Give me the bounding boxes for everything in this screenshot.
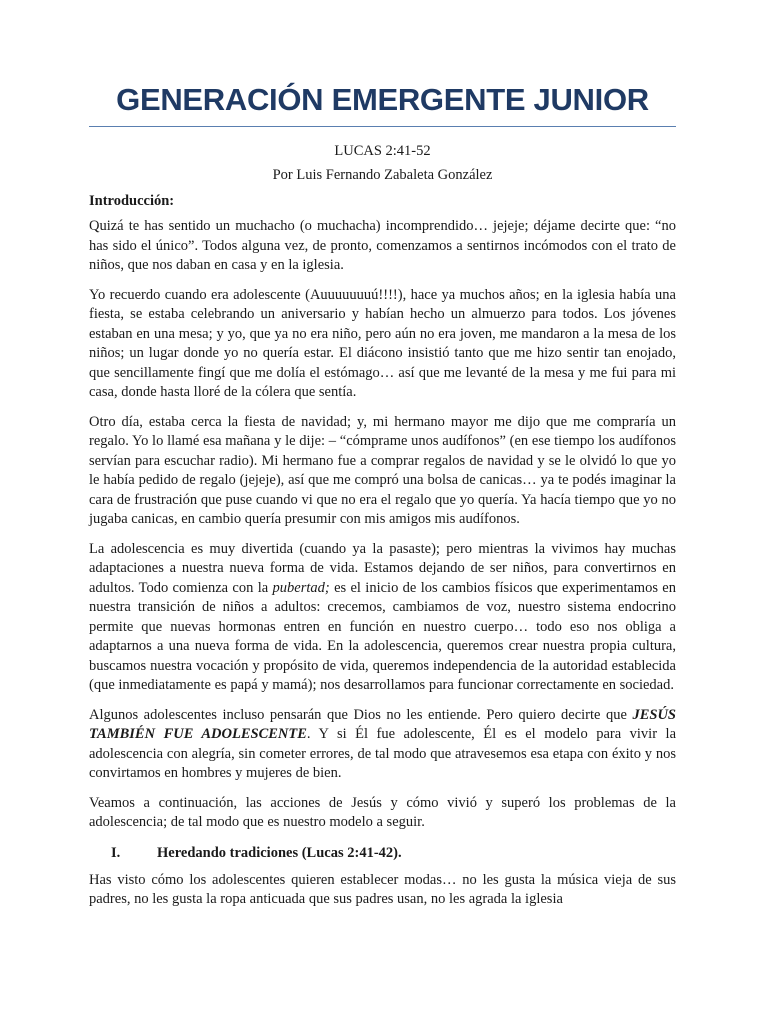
paragraph-7: Has visto cómo los adolescentes quieren establecer modas… no les gusta la música vieja de sus padres, no les gusta la ropa anticuada que sus padres usan, no les agrada la iglesia — [89, 871, 676, 907]
bible-reference: LUCAS 2:41-52 — [334, 143, 431, 159]
section-1-heading — [89, 843, 676, 863]
paragraph-4-text-a: La adolescencia es muy divertida (cuando ya la pasaste); pero mientras la vivimos hay muchas adaptaciones a nuestra nueva forma de vida. Estamos dejando de ser niños, para convertirnos en adultos. Todo comienza con la — [89, 540, 676, 596]
paragraph-1: Quizá te has sentido un muchacho (o muchacha) incomprendido… jejeje; déjame decirte que: “no has sido el único”. Todos alguna vez, de pronto, comenzamos a sentirnos incómodos con el trato de niños, que nos daban en casa y en la iglesia. — [89, 218, 676, 273]
paragraph-5-emphasis: JESÚS TAMBIÉN FUE ADOLESCENTE — [89, 706, 676, 742]
paragraph-5-text-b: . Y si Él fue adolescente, Él es el modelo para vivir la adolescencia con alegría, sin cometer errores, de tal modo que atravesemos esa etapa con éxito y nos convirtamos en hombres y mujeres de bien. — [89, 726, 677, 781]
author-line: Por Luis Fernando Zabaleta González — [272, 167, 493, 183]
paragraph-4-text-b: es el inicio de los cambios físicos que experimentamos en nuestra transición de niños a adultos: crecemos, cambiamos de voz, nuestro sistema endocrino permite que nuevas hormonas entren en función en nuestro cuerpo… todo eso nos obliga a adaptarnos a una nueva forma de vida. En la adolescencia, queremos crear nuestra propia cultura, buscamos nuestra vocación y propósito de vida, queremos independencia de la autoridad establecida (que inmediatamente es papá y mamá); nos desarrollamos para funcionar correctamente en sociedad. — [89, 579, 676, 693]
paragraph-5 — [89, 706, 676, 784]
intro-heading: Introducción: — [89, 193, 175, 209]
document-title: GENERACIÓN EMERGENTE JUNIOR — [116, 82, 649, 117]
title-divider — [89, 126, 676, 127]
section-1-number: I. — [111, 844, 121, 861]
section-1-title: Heredando tradiciones (Lucas 2:41-42). — [157, 844, 402, 861]
paragraph-3: Otro día, estaba cerca la fiesta de navidad; y, mi hermano mayor me dijo que me compraría un regalo. Yo lo llamé esa mañana y le dije: – “cómprame unos audífonos” (en ese tiempo los audífonos servían para escuchar radio). Mi hermano fue a comprar regalos de navidad y se le olvidó lo que yo le había pedido de regalo (jejeje), así que me compró una bolsa de canicas… ya te podés imaginar la cara de frustración que puse cuando vi que no era el regalo que yo quería. Ya hacía tiempo que yo no jugaba canicas, en cambio quería presumir con mis amigos mis audífonos. — [89, 413, 676, 527]
paragraph-5-text-a: Algunos adolescentes incluso pensarán que Dios no les entiende. Pero quiero decirte que — [89, 706, 633, 723]
paragraph-4-emphasis: pubertad; — [272, 579, 330, 596]
paragraph-2: Yo recuerdo cuando era adolescente (Auuuuuuuú!!!!), hace ya muchos años; en la iglesia había una fiesta, se estaba celebrando un aniversario y habían hecho un almuerzo para todos. Los jóvenes estaban en una mesa; y yo, que ya no era niño, pero aún no era joven, me mandaron a la mesa de los niños; un lugar donde yo no quería estar. El diácono insistió tanto que me hizo sentir tan enojado, que sencillamente fingí que me dolía el estómago… así que me levanté de la mesa y me fui para mi casa, donde hasta lloré de la cólera que sentía. — [89, 286, 676, 400]
paragraph-6: Veamos a continuación, las acciones de Jesús y cómo vivió y superó los problemas de la adolescencia; de tal modo que es nuestro modelo a seguir. — [89, 794, 676, 830]
paragraph-4 — [89, 540, 676, 696]
